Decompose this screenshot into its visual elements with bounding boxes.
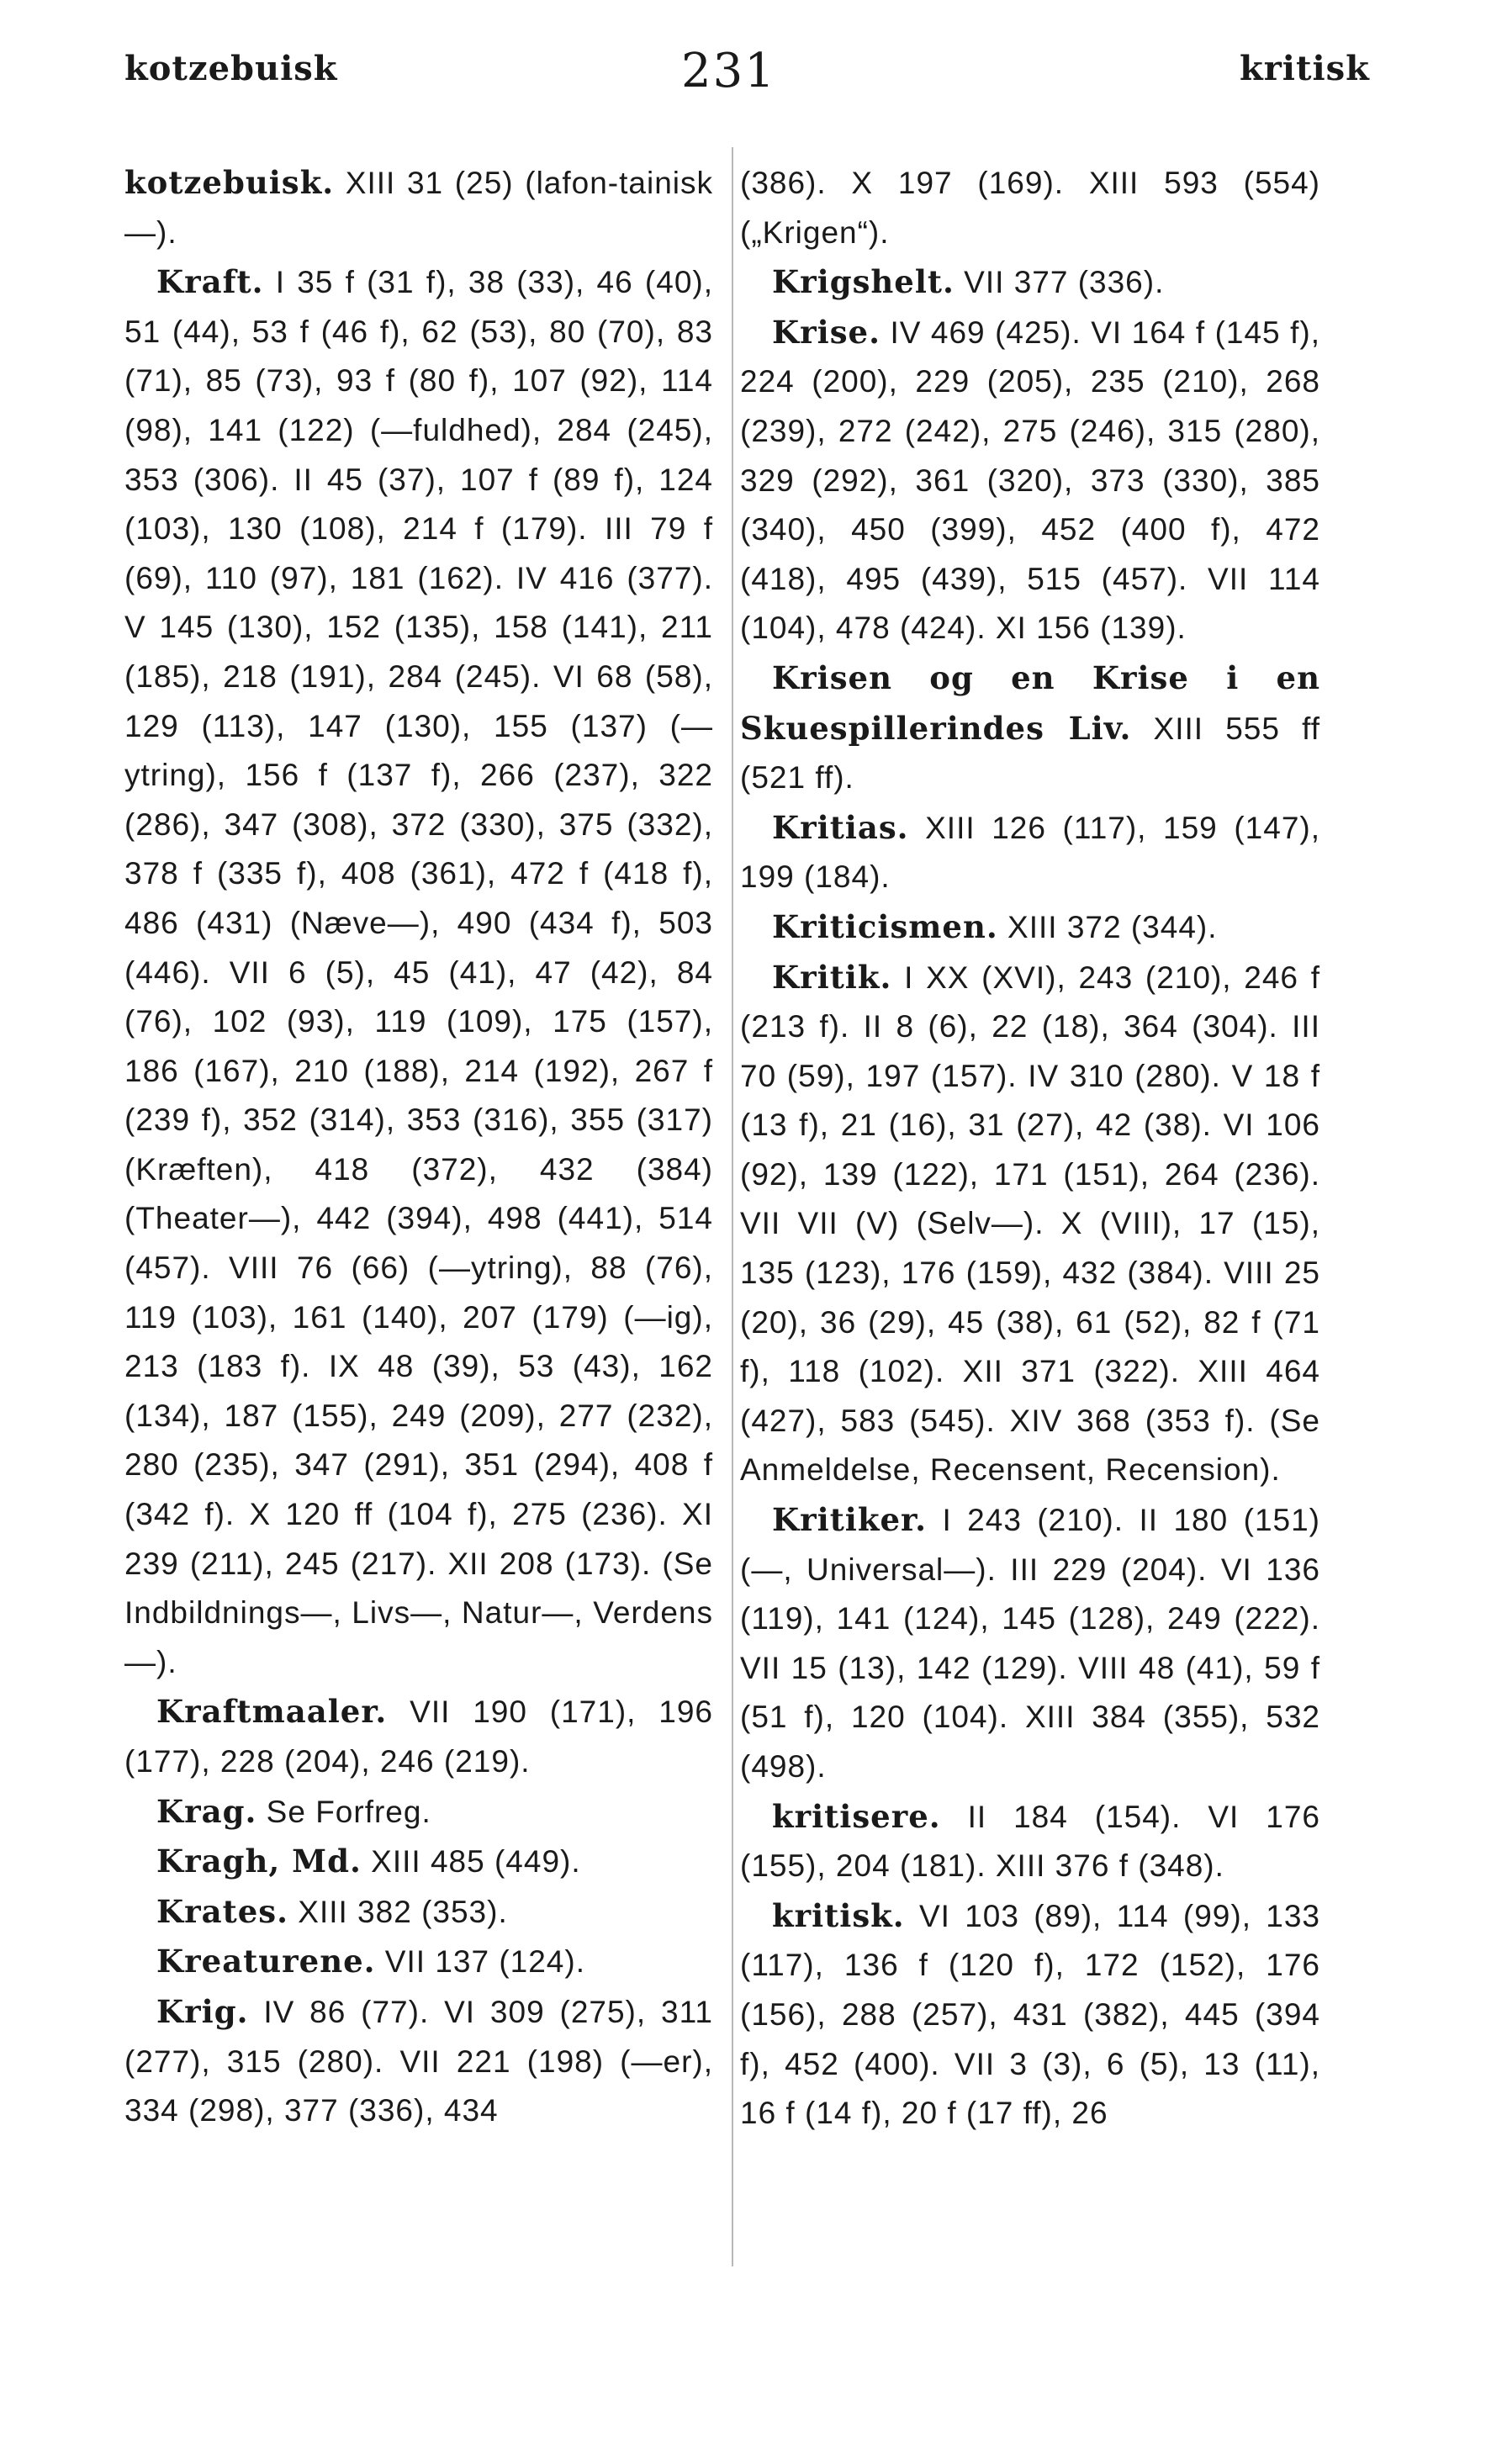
- index-entry-krigshelt: [740, 257, 1320, 308]
- entry-references: XIII 485 (449).: [361, 1844, 581, 1880]
- index-entry-kriticismen: [740, 902, 1320, 953]
- entry-references: IV 469 (425). VI 164 f (145 f), 224 (200), 229 (205), 235 (210), 268 (239), 272 (242), 275 (246), 315 (280), 329 (292), 361 (320), 373 (330), 385 (340), 450 (399), 452 (400 f), 472 (418), 495 (439), 515 (457). VII 114 (104), 478 (424). XI 156 (139).: [740, 315, 1320, 646]
- entry-references: (386). X 197 (169). XIII 593 (554) („Krigen“).: [740, 166, 1320, 250]
- entry-references: VII 190 (171), 196 (177), 228 (204), 246 (219).: [124, 1695, 713, 1779]
- headword: Krag.: [156, 1792, 257, 1830]
- headword: kritisk.: [772, 1896, 905, 1934]
- left-column: [124, 158, 713, 2136]
- running-head-right: kritisk: [1240, 49, 1370, 88]
- headword: Kritik.: [772, 958, 892, 996]
- index-entry-krisen: [740, 653, 1320, 803]
- column-divider: [732, 147, 733, 2266]
- headword: Kraft.: [156, 263, 264, 301]
- entry-references: XIII 382 (353).: [288, 1894, 508, 1929]
- entry-references: VII 377 (336).: [954, 265, 1165, 300]
- headword: Krig.: [156, 1992, 249, 2030]
- index-entry-kritisk: [740, 1891, 1320, 2139]
- index-entry-kritik: [740, 953, 1320, 1496]
- headword: Krisen og en Krise i en Skuespillerindes Liv.: [740, 658, 1320, 747]
- headword: Krigshelt.: [772, 263, 955, 301]
- headword: Kragh, Md.: [156, 1843, 362, 1880]
- entry-references: I XX (XVI), 243 (210), 246 f (213 f). II 8 (6), 22 (18), 364 (304). III 70 (59), 197 (157). IV 310 (280). V 18 f (13 f), 21 (16), 31 (27), 42 (38). VI 106 (92), 139 (122), 171 (151), 264 (236). VII VII (V) (Selv—). X (VIII), 17 (15), 135 (123), 176 (159), 432 (384). VIII 25 (20), 36 (29), 45 (38), 61 (52), 82 f (71 f), 118 (102). XII 371 (322). XIII 464 (427), 583 (545). XIV 368 (353 f). (Se Anmeldelse, Recensent, Recension).: [740, 960, 1320, 1488]
- entry-references: I 243 (210). II 180 (151) (—, Universal—). III 229 (204). VI 136 (119), 141 (124), 145 (128), 249 (222). VII 15 (13), 142 (129). VIII 48 (41), 59 f (51 f), 120 (104). XIII 384 (355), 532 (498).: [740, 1503, 1320, 1784]
- entry-references: XIII 31 (25) (lafon-tainisk—).: [124, 166, 713, 250]
- index-entry-kragh: [124, 1837, 713, 1887]
- index-entry-krates: [124, 1887, 713, 1938]
- right-column: [740, 158, 1320, 2139]
- entry-references: XIII 555 ff (521 ff).: [740, 711, 1320, 796]
- running-head-left: kotzebuisk: [124, 49, 338, 88]
- headword: Kraftmaaler.: [156, 1693, 388, 1731]
- index-entry-kreaturene: [124, 1937, 713, 1987]
- headword: Kriticismen.: [772, 907, 998, 945]
- headword: Kreaturene.: [156, 1943, 376, 1980]
- headword: kotzebuisk.: [124, 164, 335, 201]
- index-entry-krise: [740, 308, 1320, 653]
- entry-references: VI 103 (89), 114 (99), 133 (117), 136 f (120 f), 172 (152), 176 (156), 288 (257), 431 (382), 445 (394 f), 452 (400). VII 3 (3), 6 (5), 13 (11), 16 f (14 f), 20 f (17 ff), 26: [740, 1898, 1320, 2131]
- index-entry-kritiker: [740, 1495, 1320, 1792]
- entry-references: XIII 372 (344).: [997, 909, 1218, 944]
- index-entry-krag: [124, 1787, 713, 1837]
- entry-references: VII 137 (124).: [375, 1944, 585, 1980]
- headword: Krise.: [772, 313, 880, 351]
- entry-references: II 184 (154). VI 176 (155), 204 (181). XIII 376 f (348).: [740, 1799, 1320, 1884]
- index-entry-kritisere: [740, 1792, 1320, 1891]
- entry-references: I 35 f (31 f), 38 (33), 46 (40), 51 (44), 53 f (46 f), 62 (53), 80 (70), 83 (71), 85 (73), 93 f (80 f), 107 (92), 114 (98), 141 (122) (—fuldhed), 284 (245), 353 (306). II 45 (37), 107 f (89 f), 124 (103), 130 (108), 214 f (179). III 79 f (69), 110 (97), 181 (162). IV 416 (377). V 145 (130), 152 (135), 158 (141), 211 (185), 218 (191), 284 (245). VI 68 (58), 129 (113), 147 (130), 155 (137) (—ytring), 156 f (137 f), 266 (237), 322 (286), 347 (308), 372 (330), 375 (332), 378 f (335 f), 408 (361), 472 f (418 f), 486 (431) (Næve—), 490 (434 f), 503 (446). VII 6 (5), 45 (41), 47 (42), 84 (76), 102 (93), 119 (109), 175 (157), 186 (167), 210 (188), 214 (192), 267 f (239 f), 352 (314), 353 (316), 355 (317) (Kræften), 418 (372), 432 (384) (Theater—), 442 (394), 498 (441), 514 (457). VIII 76 (66) (—ytring), 88 (76), 119 (103), 161 (140), 207 (179) (—ig), 213 (183 f). IX 48 (39), 53 (43), 162 (134), 187 (155), 249 (209), 277 (232), 280 (235), 347 (291), 351 (294), 408 f (342 f). X 120 ff (104 f), 275 (236). XI 239 (211), 245 (217). XII 208 (173). (Se Indbildnings—, Livs—, Natur—, Verdens—).: [124, 265, 713, 1679]
- headword: Kritiker.: [772, 1501, 928, 1539]
- entry-references: IV 86 (77). VI 309 (275), 311 (277), 315 (280). VII 221 (198) (—er), 334 (298), 377 (336), 434: [124, 1994, 713, 2128]
- headword: Kritias.: [772, 808, 909, 846]
- index-entry-kotzebuisk: [124, 158, 713, 257]
- page-number: 231: [681, 44, 776, 98]
- entry-references: Se Forfreg.: [256, 1794, 431, 1829]
- index-entry-continuation: [740, 158, 1320, 257]
- index-entry-kritias: [740, 803, 1320, 902]
- headword: kritisere.: [772, 1797, 941, 1835]
- entry-references: XIII 126 (117), 159 (147), 199 (184).: [740, 810, 1320, 895]
- index-entry-kraft: [124, 257, 713, 1687]
- index-entry-krig: [124, 1987, 713, 2136]
- headword: Krates.: [156, 1892, 288, 1930]
- index-entry-kraftmaaler: [124, 1687, 713, 1786]
